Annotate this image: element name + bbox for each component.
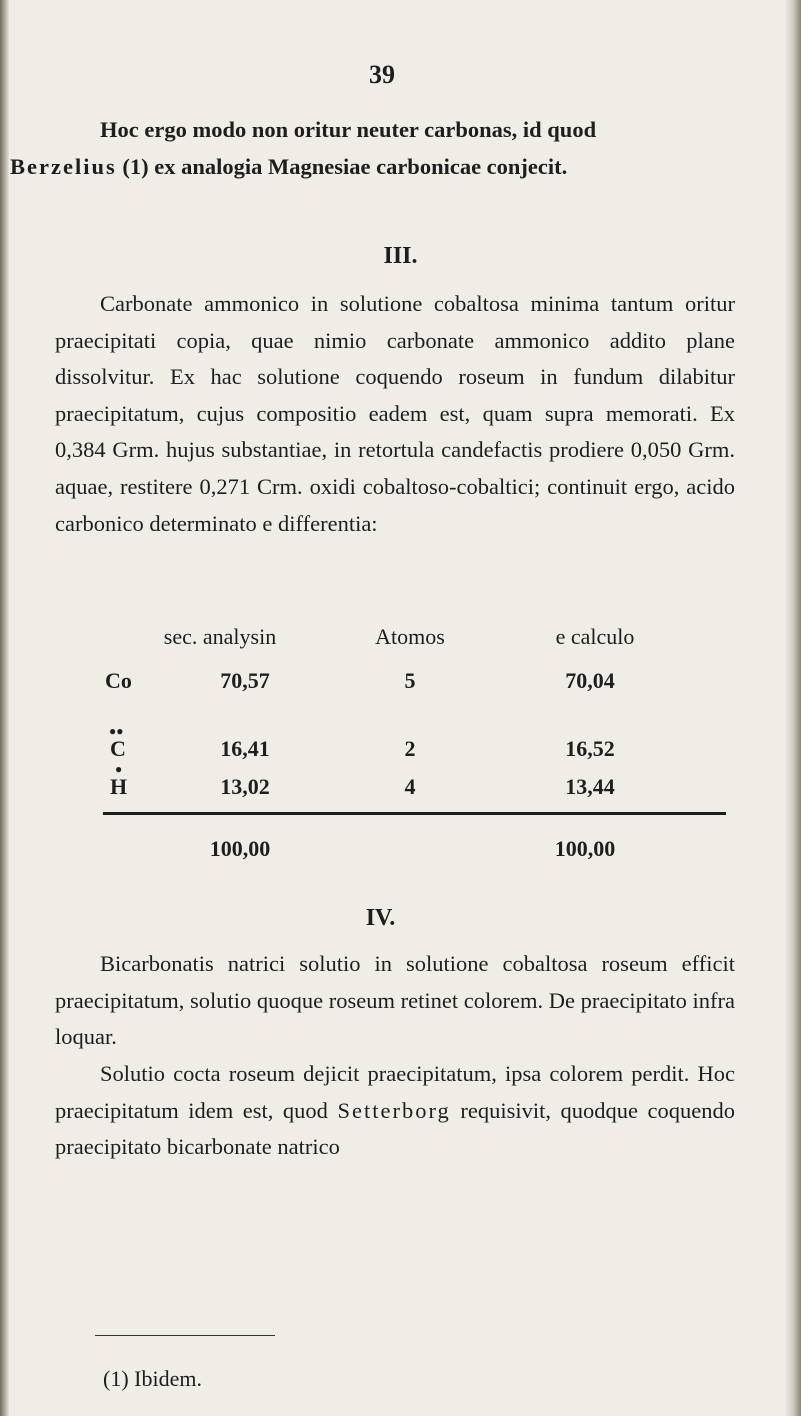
page-number: 39 (369, 60, 395, 89)
section-iv-paragraph-1: Bicarbonatis natrici solutio in solutione cobaltosa roseum efficit praecipitatum, solutio quoque roseum retinet colorem. De praecipitato infra loquar. (55, 951, 735, 1050)
section-iv-heading: IV. (365, 905, 396, 931)
header-sec-analysin: sec. analysin (163, 624, 277, 649)
row-co-atomos: 5 (404, 668, 416, 693)
header-e-calculo: e calculo (555, 624, 635, 649)
setterborg-name: Setterborg (337, 1097, 451, 1123)
row-label-h: H (110, 774, 128, 799)
total-calculo: 100,00 (554, 836, 616, 861)
page-right-edge (785, 0, 801, 1416)
total-analysin: 100,00 (209, 836, 271, 861)
row-label-co: Co (105, 668, 132, 693)
row-h-analysin: 13,02 (220, 774, 270, 799)
footnote-rule (95, 1335, 275, 1336)
section-iii-paragraph: Carbonate ammonico in solutione cobaltosa minima tantum oritur praecipitati copia, quae nimio carbonate ammonico addito plane dissolvitur. Ex hac solutione coquendo roseum in fundum dilabitur praecipitatum, cujus compositio eadem est, quam supra memorati. Ex 0,384 Grm. hujus substantiae, in retortula candefactis prodiere 0,050 Grm. aquae, restitere 0,271 Crm. oxidi cobaltoso-cobaltici; continuit ergo, acido carbonico determinato e differentia: (55, 291, 735, 536)
section-iv-p2-end: requisivit, quodque coquendo praecipitato bicarbonate natrico (55, 1097, 736, 1160)
oxygen-dot-h: ● (115, 762, 123, 776)
intro-paragraph (10, 112, 735, 185)
table-total-rule (103, 812, 726, 815)
intro-line-2: (1) ex analogia Magnesiae carbonicae conjecit. (122, 153, 568, 179)
row-c-calculo: 16,52 (565, 736, 615, 761)
row-c-atomos: 2 (404, 736, 416, 761)
row-h-atomos: 4 (404, 774, 416, 799)
section-iv-p2-start: Solutio cocta roseum dejicit praecipitatum, ipsa colorem perdit. Hoc praecipitatum idem est, quod (55, 1061, 735, 1123)
oxygen-dots-c: ●● (109, 724, 124, 738)
section-iv-paragraph-2 (55, 1056, 735, 1166)
header-atomos: Atomos (375, 624, 445, 649)
intro-line-1: Hoc ergo modo non oritur neuter carbonas, id quod (100, 117, 597, 142)
row-c-analysin: 16,41 (220, 736, 270, 761)
row-h-calculo: 13,44 (565, 774, 615, 799)
row-label-c: C (110, 736, 126, 761)
berzelius-name: Berzelius (10, 153, 117, 179)
section-iii-heading: III. (383, 243, 418, 269)
row-co-analysin: 70,57 (220, 668, 270, 693)
row-co-calculo: 70,04 (565, 668, 615, 693)
page-left-edge (0, 0, 9, 1416)
footnote: (1) Ibidem. (103, 1366, 202, 1391)
